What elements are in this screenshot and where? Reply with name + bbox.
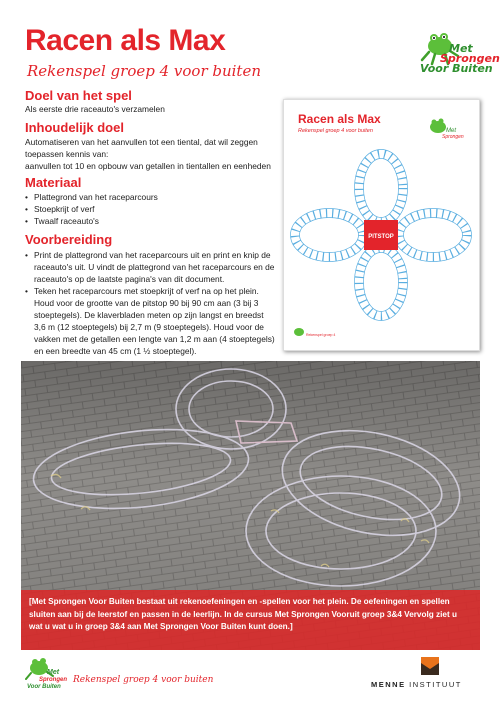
list-item: • Plattegrond van het raceparcours [25, 191, 270, 203]
text-inhoud [25, 136, 285, 172]
board-thumbnail [283, 99, 480, 351]
race-track-diagram [284, 140, 479, 330]
footer-text: Rekenspel groep 4 voor buiten [73, 675, 214, 685]
met-sprongen-footer-logo [25, 654, 69, 690]
menne-rest: INSTITUUT [405, 680, 462, 689]
svg-text:Sprongen: Sprongen [442, 134, 464, 140]
inhoud-line: Automatiseren van het aanvullen tot een tiental, dat wil zeggen [25, 137, 258, 147]
inhoud-line: aanvullen tot 10 en opbouw van getallen in tientallen en eenheden [25, 161, 271, 171]
heading-inhoud: Inhoudelijk doel [25, 120, 124, 135]
heading-voorbereiding: Voorbereiding [25, 232, 113, 247]
list-item: • Print de plattegrond van het raceparcours uit en print en knip de raceauto's uit. U vindt de plattegrond van het raceparcours en de raceauto's op de laatste pagina's van dit document. [25, 249, 277, 285]
heading-materiaal: Materiaal [25, 175, 82, 190]
logo-text-sprongen: Sprongen [440, 52, 500, 65]
svg-text:Met: Met [446, 128, 457, 134]
list-item: • Twaalf raceauto's [25, 215, 270, 227]
inhoud-line: toepassen kennis van: [25, 149, 109, 159]
frog-icon [292, 325, 306, 337]
menne-instituut-logo [371, 680, 462, 689]
thumbnail-title: Racen als Max [298, 112, 381, 126]
list-item: • Stoepkrijt of verf [25, 203, 270, 215]
list-item: • Teken het raceparcours met stoepkrijt of verf na op het plein. Houd voor de grootte van de pitstop 90 bij 90 cm aan (3 bij 3 stoeptegels). De klaverbladen meten op zijn langst en breedst 3,6 m (12 stoeptegels) bij 2,7 m (9 stoeptegels). Houd voor de vakken met de getallen een lengte van 1,2 m aan (4 stoeptegels) en een breedte van 45 cm (1 ½ stoeptegel). [25, 285, 277, 357]
list-voorbereiding [25, 249, 277, 357]
logo-text-voor-buiten: Voor Buiten [420, 62, 493, 75]
menne-logo-icon [421, 657, 439, 675]
footer-logo-voor-buiten: Voor Buiten [27, 684, 61, 690]
footer-logo-sprongen: Sprongen [39, 677, 67, 683]
text-doel: Als eerste drie raceauto's verzamelen [25, 104, 165, 114]
page-title: Racen als Max [25, 24, 226, 57]
list-materiaal [25, 191, 270, 227]
pitstop-label: PITSTOP [368, 234, 394, 240]
thumbnail-footer: Rekenspel groep 4 [306, 333, 336, 337]
footer-logo-met: Met [47, 669, 60, 676]
page-subtitle: Rekenspel groep 4 voor buiten [27, 62, 262, 80]
thumbnail-subtitle: Rekenspel groep 4 voor buiten [298, 128, 373, 134]
photo-caption: [Met Sprongen Voor Buiten bestaat uit rekenoefeningen en -spellen voor het plein. De oefeningen en spellen sluiten aan bij de leerstof en passen in de leerlijn. In de cursus Met Sprongen Vooruit groep 3&4 Vervolg ziet u wat u wat u in groep 3&4 aan Met Sprongen Voor Buiten kunt doen.] [21, 590, 480, 650]
logo-text-met: Met [449, 42, 473, 55]
schoolyard-photo [21, 361, 480, 650]
menne-bold: MENNE [371, 680, 406, 689]
heading-doel: Doel van het spel [25, 88, 132, 103]
